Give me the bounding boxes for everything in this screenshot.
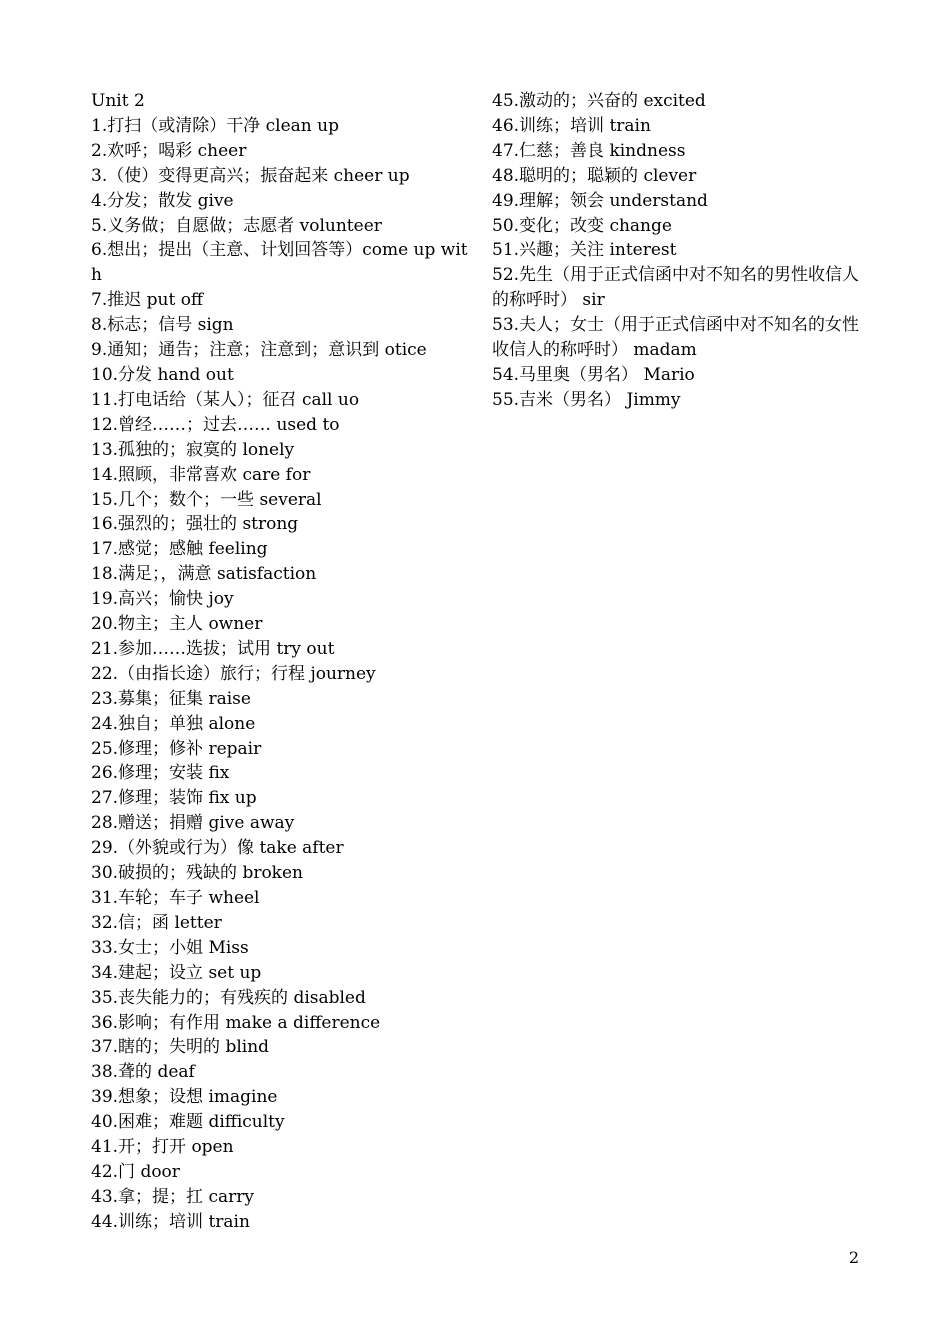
vocab-item-1: 1.打扫（或清除）干净 clean up [91, 115, 339, 136]
vocab-item-28: 28.赠送；捐赠 give away [91, 813, 295, 834]
vocab-item-36: 36.影响；有作用 make a difference [91, 1012, 381, 1033]
vocab-item-2: 2.欢呼；喝彩 cheer [91, 140, 247, 161]
vocab-item-44: 44.训练；培训 train [91, 1211, 250, 1232]
vocab-item-20: 20.物主；主人 owner [91, 614, 263, 635]
vocab-item-3: 3.（使）变得更高兴；振奋起来 cheer up [91, 165, 410, 186]
vocab-item-37: 37.瞎的；失明的 blind [91, 1037, 270, 1058]
vocab-item-48: 48.聪明的；聪颖的 clever [492, 165, 697, 186]
vocab-item-21: 21.参加……选拔；试用 try out [91, 638, 335, 659]
vocab-item-7: 7.推迟 put off [91, 290, 204, 311]
vocab-item-45: 45.激动的；兴奋的 excited [492, 91, 706, 111]
vocab-item-34: 34.建起；设立 set up [91, 962, 262, 983]
vocab-item-50: 50.变化；改变 change [492, 215, 672, 236]
vocab-item-6: 6.想出；提出（主意、计划回答等）come up with [91, 240, 468, 286]
vocab-item-11: 11.打电话给（某人）；征召 call uo [91, 389, 360, 410]
vocab-item-19: 19.高兴；愉快 joy [91, 589, 234, 610]
vocab-item-25: 25.修理；修补 repair [91, 738, 262, 759]
vocab-item-42: 42.门 door [91, 1161, 180, 1182]
vocab-item-8: 8.标志；信号 sign [91, 315, 234, 336]
vocab-item-35: 35.丧失能力的；有残疾的 disabled [91, 987, 366, 1008]
vocab-item-38: 38.聋的 deaf [91, 1062, 195, 1083]
vocab-item-14: 14.照顾，非常喜欢 care for [91, 464, 311, 485]
left-column [91, 89, 469, 1235]
vocab-item-47: 47.仁慈；善良 kindness [492, 140, 686, 161]
vocab-item-39: 39.想象；设想 imagine [91, 1087, 278, 1108]
vocab-item-24: 24.独自；单独 alone [91, 713, 256, 734]
vocab-item-49: 49.理解；领会 understand [492, 190, 708, 211]
vocab-item-17: 17.感觉；感触 feeling [91, 539, 268, 560]
vocab-item-32: 32.信；函 letter [91, 912, 222, 933]
vocab-item-26: 26.修理；安装 fix [91, 763, 230, 784]
vocab-item-54: 54.马里奥（男名） Mario [492, 364, 695, 385]
vocab-item-12: 12.曾经……；过去…… used to [91, 414, 340, 435]
vocab-item-43: 43.拿；提；扛 carry [91, 1186, 254, 1207]
vocab-item-51: 51.兴趣；关注 interest [492, 240, 677, 261]
vocab-item-15: 15.几个；数个；一些 several [91, 489, 322, 510]
vocab-item-40: 40.困难；难题 difficulty [91, 1112, 285, 1133]
vocab-item-31: 31.车轮；车子 wheel [91, 888, 260, 908]
page-number: 2 [848, 1248, 859, 1267]
vocab-item-23: 23.募集；征集 raise [91, 688, 251, 709]
vocab-item-30: 30.破损的；残缺的 broken [91, 863, 303, 884]
vocab-item-33: 33.女士；小姐 Miss [91, 937, 249, 958]
vocab-item-13: 13.孤独的；寂寞的 lonely [91, 439, 295, 460]
unit-heading: Unit 2 [91, 91, 145, 111]
vocab-item-18: 18.满足；，满意 satisfaction [91, 564, 317, 585]
vocab-item-53: 53.夫人；女士（用于正式信函中对不知名的女性收信人的称呼时） madam [492, 315, 860, 361]
vocab-item-52: 52.先生（用于正式信函中对不知名的男性收信人的称呼时） sir [492, 265, 860, 311]
vocab-item-27: 27.修理；装饰 fix up [91, 788, 257, 809]
vocab-item-5: 5.义务做；自愿做；志愿者 volunteer [91, 215, 382, 236]
vocab-item-9: 9.通知；通告；注意；注意到；意识到 otice [91, 340, 427, 361]
vocab-item-41: 41.开；打开 open [91, 1137, 234, 1158]
vocab-item-55: 55.吉米（男名） Jimmy [492, 389, 681, 410]
vocab-item-16: 16.强烈的；强壮的 strong [91, 514, 299, 535]
vocab-item-46: 46.训练；培训 train [492, 115, 651, 136]
vocab-item-22: 22.（由指长途）旅行；行程 journey [91, 663, 376, 684]
vocab-item-29: 29.（外貌或行为）像 take after [91, 838, 344, 859]
right-column [492, 89, 870, 413]
vocab-item-4: 4.分发；散发 give [91, 190, 234, 211]
vocab-item-10: 10.分发 hand out [91, 364, 234, 385]
